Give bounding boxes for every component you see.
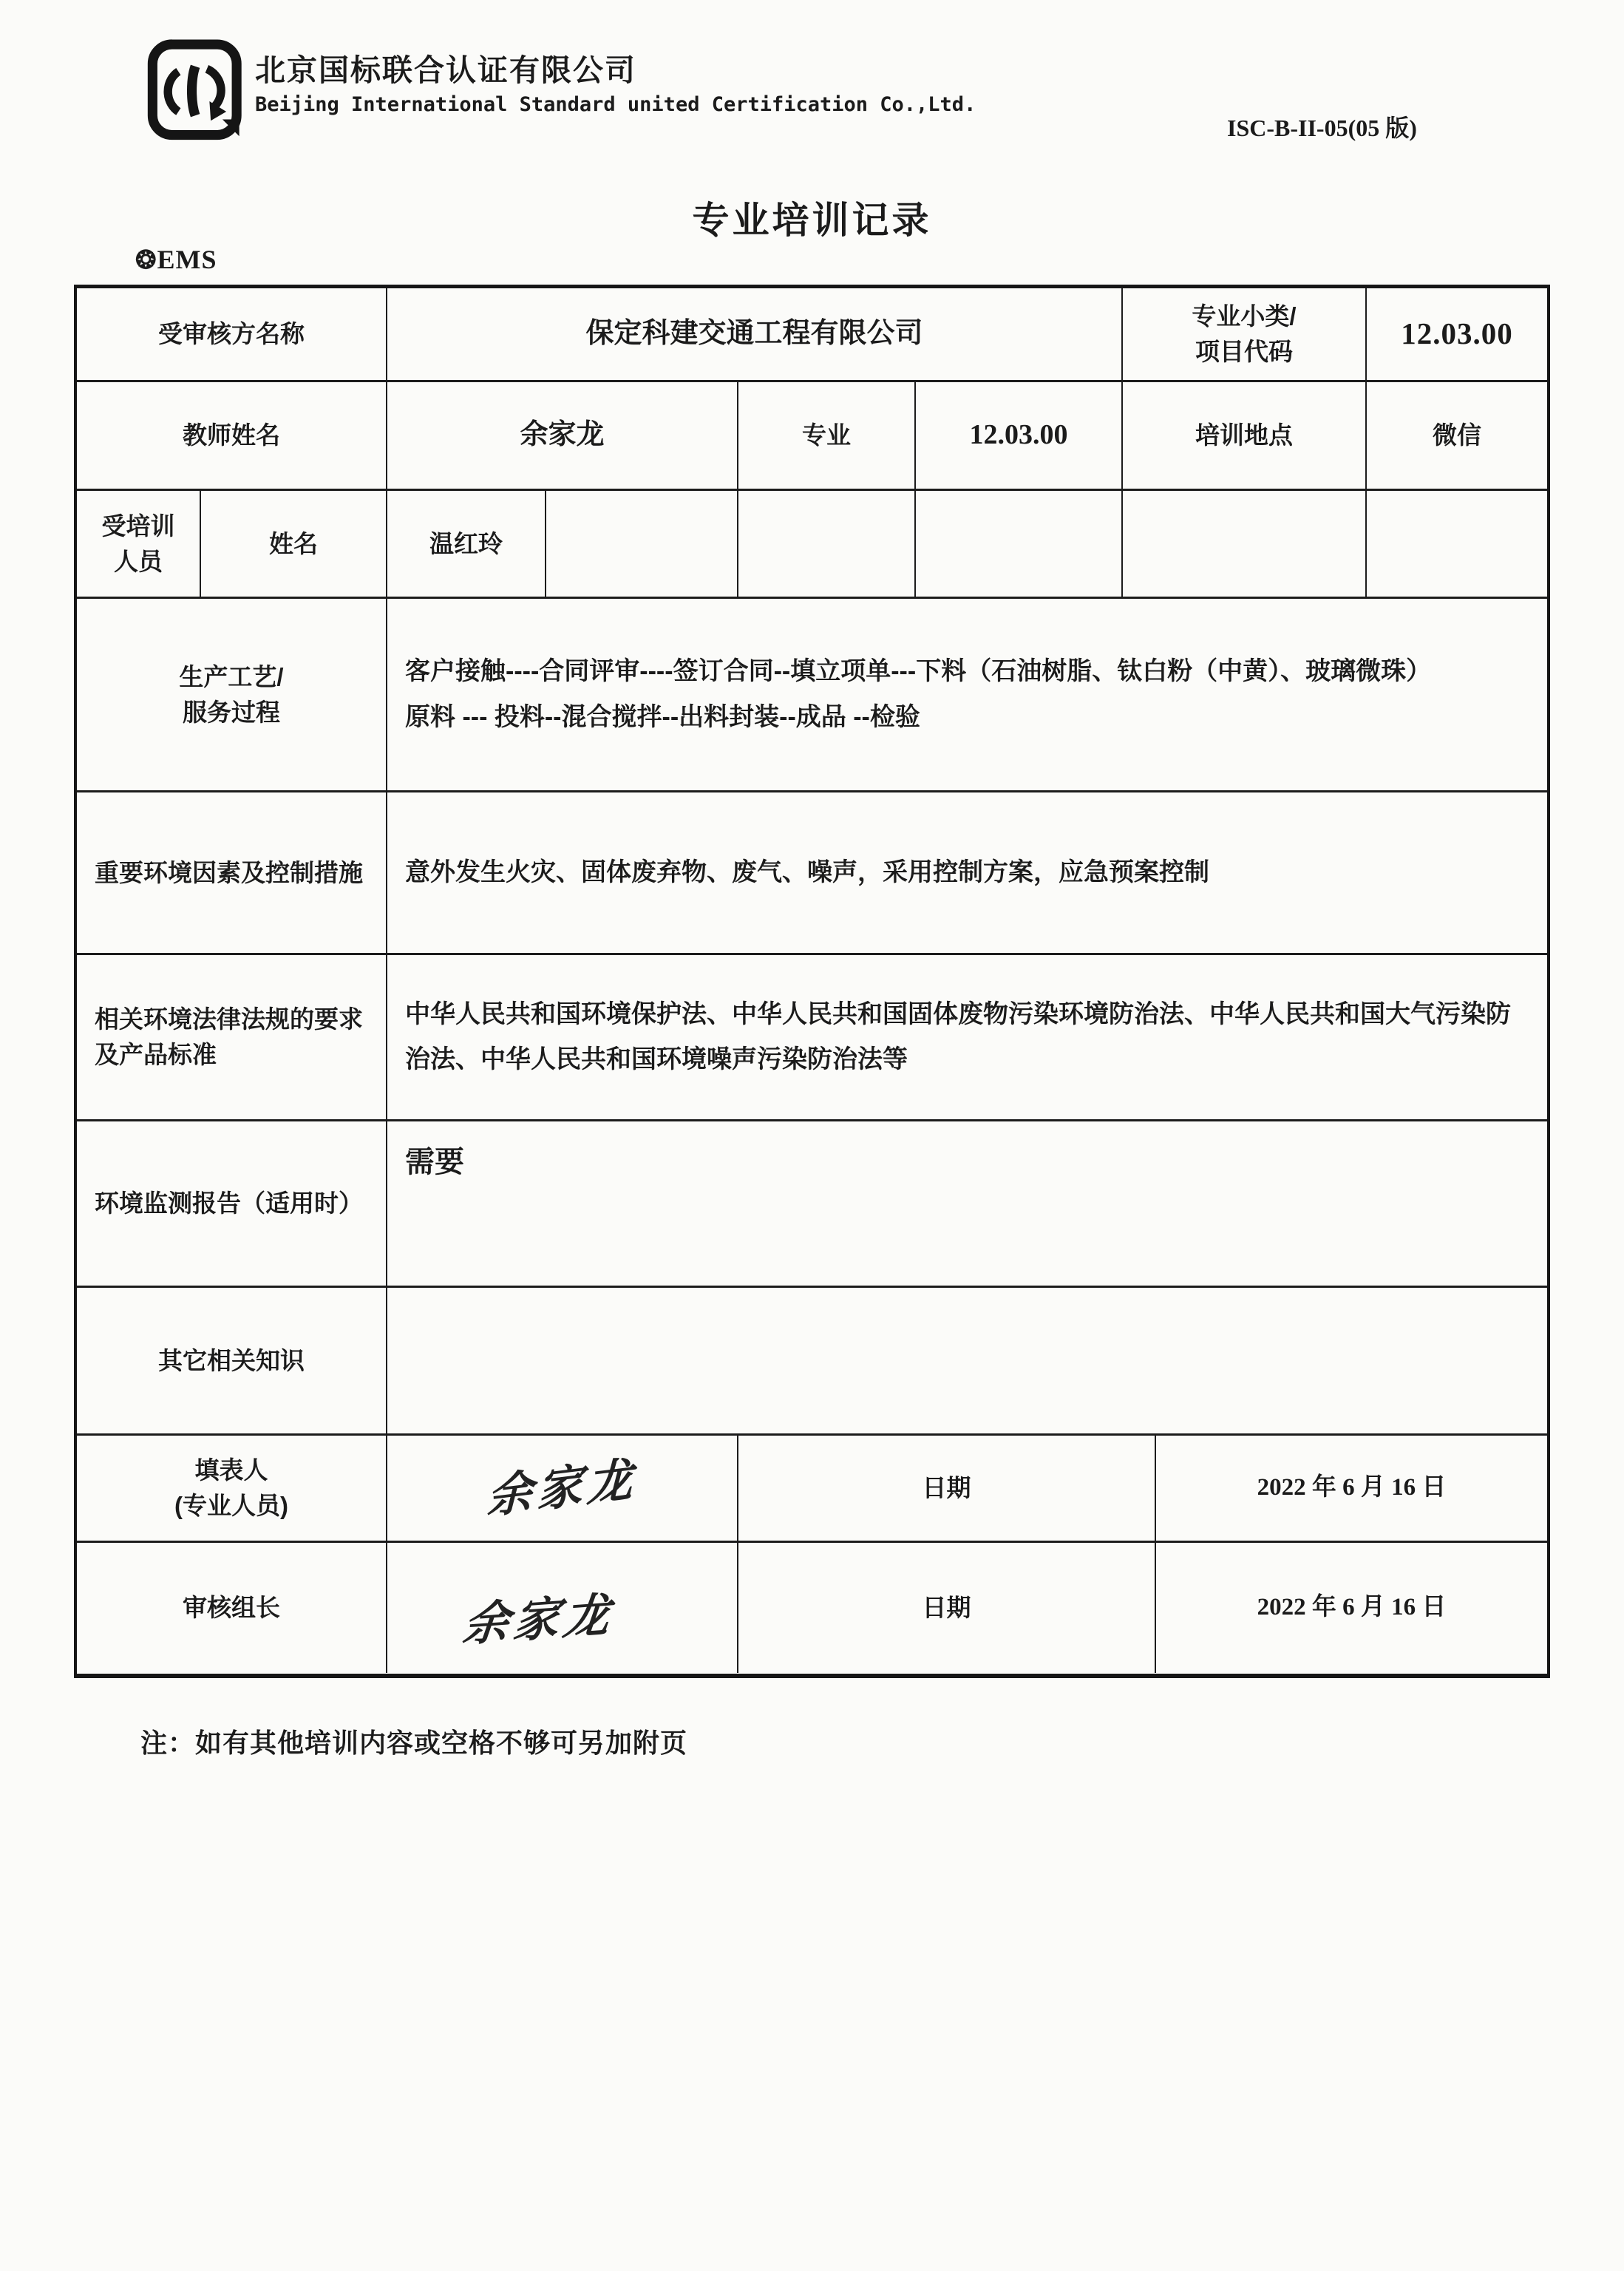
trainees-label-text (102, 509, 175, 580)
subcategory-label-text (1192, 299, 1296, 370)
process-label (77, 599, 387, 790)
other-knowledge-value (387, 1288, 1547, 1433)
form-filler-label-text (174, 1453, 288, 1524)
trainee-name-value-text: 温红玲 (429, 529, 503, 557)
env-laws-value-text: 中华人民共和国环境保护法、中华人民共和国固体废物污染环境防治法、中华人民共和国大气污染防治法、中华人民共和国环境噪声污染防治法等 (405, 999, 1511, 1073)
trainee-extra-cell (916, 491, 1123, 597)
location-label (1123, 382, 1367, 489)
table-row-process (77, 599, 1547, 792)
subcategory-value-text: 12.03.00 (1401, 316, 1513, 351)
trainee-name-value (387, 491, 546, 597)
trainees-label-line2: 人员 (114, 547, 163, 575)
teacher-label-text: 教师姓名 (183, 421, 280, 449)
company-name-cn: 北京国标联合认证有限公司 (255, 53, 636, 87)
trainee-extra-cell (546, 491, 738, 597)
trainees-label-line1: 受培训 (101, 512, 175, 540)
form-filler-date-value (1156, 1436, 1547, 1541)
audit-leader-signature (387, 1543, 738, 1673)
page-title: 专业培训记录 (692, 200, 932, 241)
process-value-line1: 客户接触----合同评审----签订合同--填立项单---下料（石油树脂、钛白粉（中黄）、玻璃微珠） (405, 657, 1432, 686)
subcategory-label-line2: 项目代码 (1195, 338, 1293, 365)
form-filler-signature (387, 1436, 738, 1541)
form-filler-label-line1: 填表人 (194, 1456, 268, 1484)
monitoring-label-text: 环境监测报告（适用时） (95, 1189, 363, 1218)
location-label-text: 培训地点 (1195, 421, 1293, 449)
footer-note: 注：如有其他培训内容或空格不够可另加附页 (140, 1728, 688, 1758)
audit-leader-date-label-text: 日期 (922, 1594, 971, 1622)
process-value (387, 599, 1547, 790)
trainee-extra-cell (1367, 491, 1547, 597)
monitoring-value (387, 1121, 1547, 1286)
table-row-monitoring (77, 1121, 1547, 1288)
auditee-value-text: 保定科建交通工程有限公司 (585, 318, 923, 350)
teacher-value-text: 余家龙 (520, 419, 605, 451)
audit-leader-label (77, 1543, 387, 1673)
form-filler-date-value-text: 2022 年 6 月 16 日 (1257, 1474, 1447, 1501)
env-laws-value (387, 955, 1547, 1119)
major-label-text: 专业 (802, 421, 851, 449)
company-logo-icon (146, 39, 246, 143)
document-code: ISC-B-II-05(05 版) (1227, 115, 1417, 141)
major-value-text: 12.03.00 (969, 419, 1068, 451)
table-row-audit-leader (77, 1543, 1547, 1673)
trainee-name-label-text: 姓名 (269, 529, 318, 557)
ems-label: EMS (157, 245, 217, 274)
form-filler-label (77, 1436, 387, 1541)
process-label-line2: 服务过程 (182, 698, 280, 726)
major-label (738, 382, 916, 489)
audit-leader-signature-text: 余家龙 (461, 1586, 617, 1652)
auditee-label-text: 受审核方名称 (158, 320, 305, 348)
table-row-trainees (77, 491, 1547, 599)
process-label-text (179, 659, 283, 730)
process-value-line2: 原料 --- 投料--混合搅拌--出料封装--成品 --检验 (405, 702, 920, 731)
env-factors-value (387, 792, 1547, 953)
trainee-extra-cell (738, 491, 916, 597)
monitoring-label (77, 1121, 387, 1286)
audit-leader-date-value-text: 2022 年 6 月 16 日 (1257, 1594, 1447, 1621)
form-filler-label-line2: (专业人员) (174, 1492, 288, 1519)
form-filler-signature-text: 余家龙 (486, 1451, 638, 1524)
audit-leader-date-label (738, 1543, 1156, 1673)
table-row-auditee (77, 288, 1547, 382)
form-filler-date-label (738, 1436, 1156, 1541)
form-filler-date-label-text: 日期 (922, 1474, 971, 1502)
auditee-value (387, 288, 1123, 380)
auditee-label (77, 288, 387, 380)
table-row-form-filler (77, 1436, 1547, 1543)
location-value-text: 微信 (1433, 421, 1481, 449)
table-row-teacher (77, 382, 1547, 491)
env-factors-value-text: 意外发生火灾、固体废弃物、废气、噪声，采用控制方案，应急预案控制 (405, 858, 1209, 886)
other-knowledge-label (77, 1288, 387, 1433)
table-row-env-laws (77, 955, 1547, 1121)
process-value-text (405, 649, 1431, 739)
audit-leader-date-value (1156, 1543, 1547, 1673)
teacher-label (77, 382, 387, 489)
other-knowledge-label-text: 其它相关知识 (158, 1346, 305, 1374)
subcategory-label-line1: 专业小类/ (1192, 302, 1297, 330)
location-value (1367, 382, 1547, 489)
teacher-value (387, 382, 738, 489)
trainee-extra-cell (1123, 491, 1367, 597)
table-row-env-factors (77, 792, 1547, 955)
ems-star-icon: ❂ (135, 247, 157, 274)
company-name-en: Beijing International Standard united Certification Co.,Ltd. (255, 93, 976, 116)
audit-leader-label-text: 审核组长 (183, 1594, 280, 1622)
table-row-other-knowledge (77, 1288, 1547, 1436)
env-factors-label-text: 重要环境因素及控制措施 (95, 858, 363, 886)
env-laws-label (77, 955, 387, 1119)
training-record-table (74, 285, 1550, 1678)
monitoring-value-text: 需要 (405, 1146, 464, 1178)
env-laws-label-text: 相关环境法律法规的要求及产品标准 (95, 1005, 363, 1068)
ems-tag (135, 244, 217, 275)
trainee-name-label (201, 491, 387, 597)
process-label-line1: 生产工艺/ (179, 662, 284, 690)
env-factors-label (77, 792, 387, 953)
subcategory-label (1123, 288, 1367, 380)
subcategory-value (1367, 288, 1547, 380)
major-value (916, 382, 1123, 489)
trainees-label (77, 491, 201, 597)
